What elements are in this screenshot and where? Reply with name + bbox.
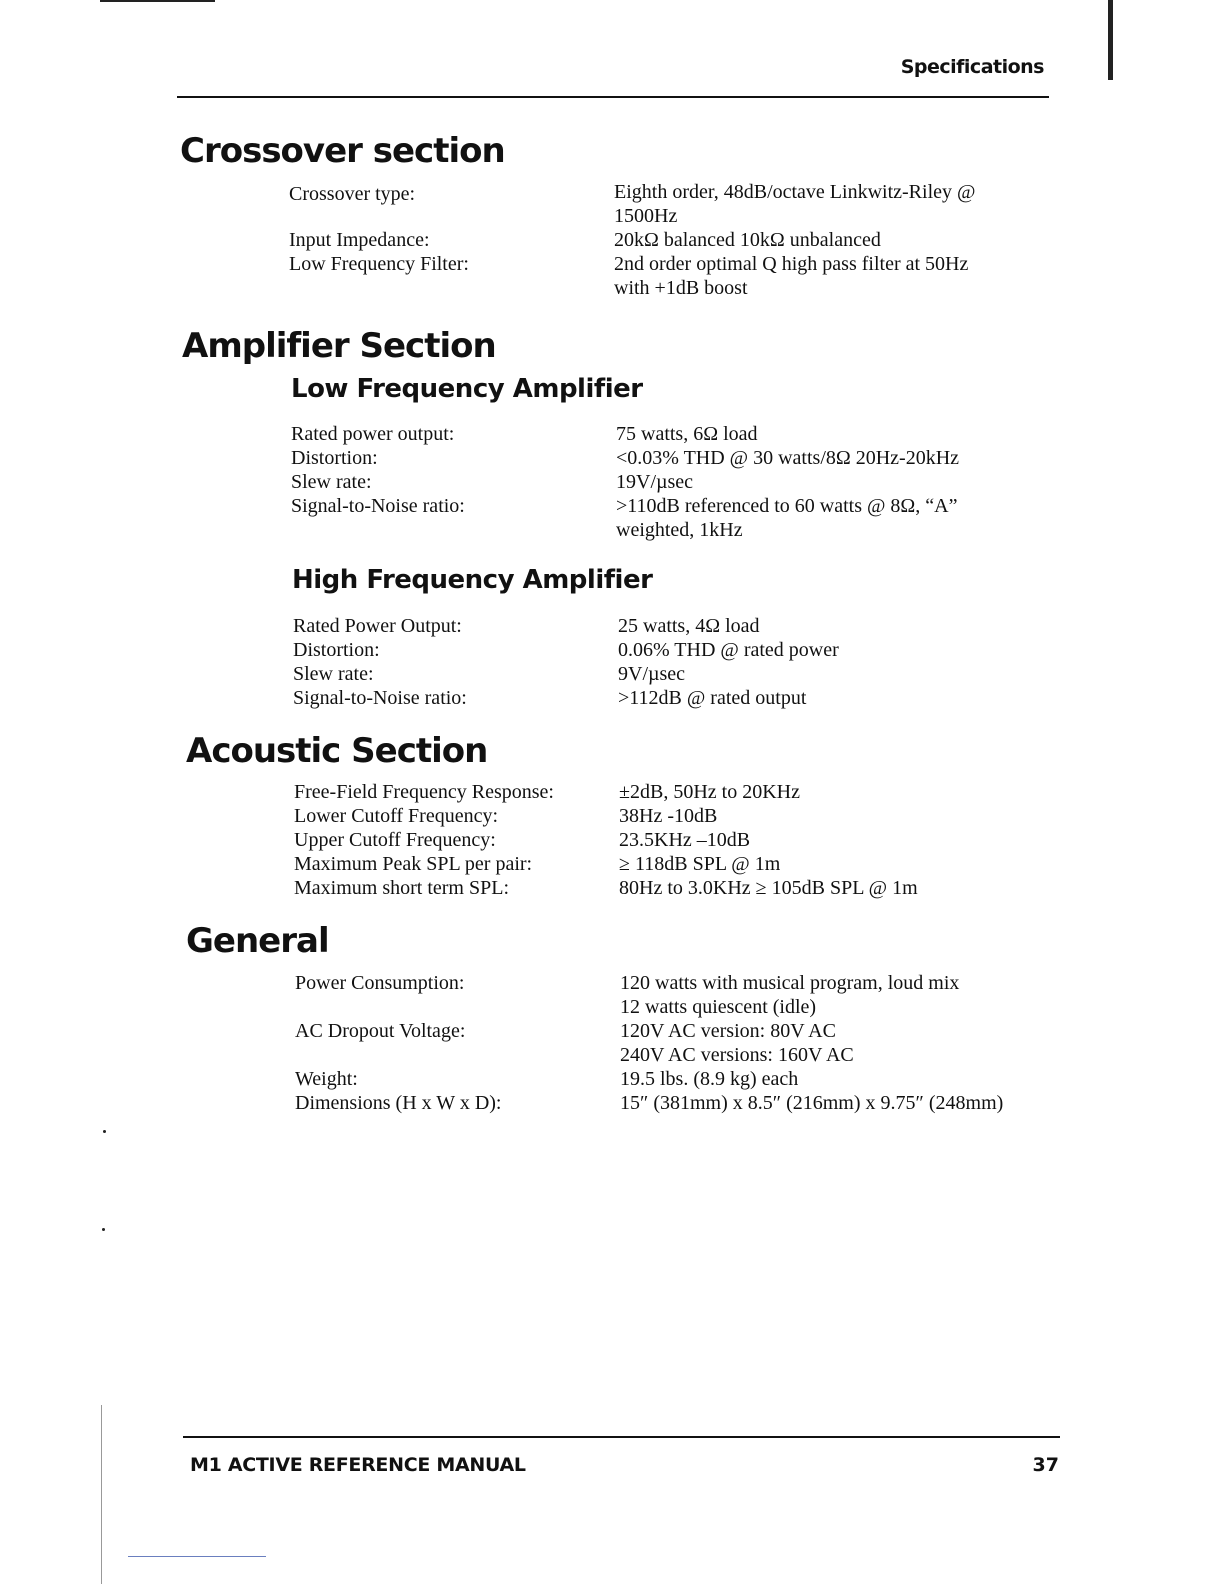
spec-label: Signal-to-Noise ratio: bbox=[293, 687, 467, 709]
spec-value bbox=[620, 971, 1003, 1019]
spec-row bbox=[289, 180, 975, 228]
spec-label: Crossover type: bbox=[289, 183, 416, 205]
spec-row bbox=[295, 1091, 1003, 1115]
spec-row bbox=[295, 1019, 1003, 1067]
spec-row bbox=[291, 470, 959, 494]
spec-value-line: 1500Hz bbox=[614, 205, 678, 227]
spec-value-line: 240V AC versions: 160V AC bbox=[620, 1044, 854, 1066]
page-number: 37 bbox=[1032, 1454, 1059, 1476]
spec-label: Signal-to-Noise ratio: bbox=[291, 495, 465, 517]
spec-value bbox=[618, 686, 839, 710]
spec-value bbox=[620, 1067, 1003, 1091]
spec-label: Slew rate: bbox=[291, 471, 372, 493]
spec-value-line: 25 watts, 4Ω load bbox=[618, 615, 760, 637]
footer-title: M1 ACTIVE REFERENCE MANUAL bbox=[190, 1454, 526, 1476]
spec-label: AC Dropout Voltage: bbox=[295, 1020, 466, 1042]
spec-row bbox=[294, 780, 918, 804]
scan-mark-bottom bbox=[128, 1556, 266, 1557]
spec-value-line: 38Hz -10dB bbox=[619, 805, 718, 827]
spec-value-line: Eighth order, 48dB/octave Linkwitz-Riley @ bbox=[614, 181, 976, 203]
acoustic-spec-list bbox=[294, 780, 918, 900]
scan-edge-left bbox=[101, 1405, 102, 1584]
spec-value-line: 19V/µsec bbox=[616, 471, 694, 493]
spec-value-line: 15″ (381mm) x 8.5″ (216mm) x 9.75″ (248mm) bbox=[620, 1092, 1004, 1114]
spec-row bbox=[289, 228, 975, 252]
scan-mark-top bbox=[100, 0, 215, 2]
scan-speck bbox=[102, 1228, 105, 1231]
spec-value bbox=[614, 228, 975, 252]
spec-row bbox=[294, 852, 918, 876]
spec-value-line: ±2dB, 50Hz to 20KHz bbox=[619, 781, 800, 803]
spec-row bbox=[294, 828, 918, 852]
spec-row bbox=[293, 614, 839, 638]
spec-value bbox=[616, 470, 959, 494]
spec-value bbox=[618, 662, 839, 686]
general-section-heading: General bbox=[186, 921, 329, 961]
low-frequency-spec-list bbox=[291, 422, 959, 542]
spec-value bbox=[618, 614, 839, 638]
spec-row bbox=[291, 422, 959, 446]
spec-value-line: 80Hz to 3.0KHz ≥ 105dB SPL @ 1m bbox=[619, 877, 918, 899]
header-rule bbox=[177, 96, 1049, 98]
scan-edge-right bbox=[1108, 0, 1113, 80]
spec-label: Maximum short term SPL: bbox=[294, 877, 509, 899]
spec-row bbox=[295, 971, 1003, 1019]
spec-row bbox=[294, 804, 918, 828]
spec-value-line: 120 watts with musical program, loud mix bbox=[620, 972, 960, 994]
spec-row bbox=[291, 494, 959, 542]
spec-value-line: 23.5KHz –10dB bbox=[619, 829, 751, 851]
spec-label: Power Consumption: bbox=[295, 972, 465, 994]
spec-row bbox=[294, 876, 918, 900]
spec-value bbox=[614, 180, 975, 228]
spec-value-line: >112dB @ rated output bbox=[618, 687, 807, 709]
spec-value-line: 12 watts quiescent (idle) bbox=[620, 996, 817, 1018]
spec-label: Slew rate: bbox=[293, 663, 374, 685]
spec-row bbox=[289, 252, 975, 300]
spec-label: Upper Cutoff Frequency: bbox=[294, 829, 496, 851]
spec-value bbox=[619, 780, 918, 804]
spec-value-line: >110dB referenced to 60 watts @ 8Ω, “A” bbox=[616, 495, 958, 517]
spec-value bbox=[616, 422, 959, 446]
spec-value bbox=[616, 494, 959, 542]
spec-value bbox=[616, 446, 959, 470]
low-frequency-amplifier-heading: Low Frequency Amplifier bbox=[291, 374, 643, 404]
spec-label: Dimensions (H x W x D): bbox=[295, 1092, 502, 1114]
spec-row bbox=[295, 1067, 1003, 1091]
spec-label: Maximum Peak SPL per pair: bbox=[294, 853, 533, 875]
spec-value-line: 20kΩ balanced 10kΩ unbalanced bbox=[614, 229, 881, 251]
spec-label: Low Frequency Filter: bbox=[289, 253, 469, 275]
spec-value bbox=[619, 876, 918, 900]
header-title: Specifications bbox=[900, 56, 1044, 78]
spec-label: Input Impedance: bbox=[289, 229, 430, 251]
footer-rule bbox=[183, 1436, 1060, 1438]
scan-speck bbox=[103, 1130, 106, 1133]
spec-row bbox=[293, 638, 839, 662]
spec-value-line: 2nd order optimal Q high pass filter at 50Hz bbox=[614, 253, 969, 275]
spec-value-line: 120V AC version: 80V AC bbox=[620, 1020, 836, 1042]
spec-label: Lower Cutoff Frequency: bbox=[294, 805, 499, 827]
spec-value bbox=[619, 804, 918, 828]
spec-row bbox=[293, 662, 839, 686]
spec-label: Rated Power Output: bbox=[293, 615, 462, 637]
spec-row bbox=[291, 446, 959, 470]
crossover-section-heading: Crossover section bbox=[180, 131, 505, 171]
spec-label: Distortion: bbox=[293, 639, 380, 661]
spec-value-line: 19.5 lbs. (8.9 kg) each bbox=[620, 1068, 799, 1090]
spec-row bbox=[293, 686, 839, 710]
acoustic-section-heading: Acoustic Section bbox=[186, 731, 488, 771]
spec-value bbox=[619, 852, 918, 876]
spec-value-line: 0.06% THD @ rated power bbox=[618, 639, 839, 661]
spec-value-line: weighted, 1kHz bbox=[616, 519, 743, 541]
spec-value-line: <0.03% THD @ 30 watts/8Ω 20Hz-20kHz bbox=[616, 447, 960, 469]
general-spec-list bbox=[295, 971, 1003, 1115]
spec-value bbox=[619, 828, 918, 852]
high-frequency-spec-list bbox=[293, 614, 839, 710]
crossover-spec-list bbox=[289, 180, 975, 300]
spec-value bbox=[620, 1091, 1003, 1115]
spec-value-line: ≥ 118dB SPL @ 1m bbox=[619, 853, 781, 875]
spec-label: Free-Field Frequency Response: bbox=[294, 781, 554, 803]
spec-value bbox=[618, 638, 839, 662]
spec-value bbox=[614, 252, 975, 300]
spec-value-line: 9V/µsec bbox=[618, 663, 686, 685]
high-frequency-amplifier-heading: High Frequency Amplifier bbox=[292, 565, 653, 595]
spec-label: Weight: bbox=[295, 1068, 358, 1090]
spec-value-line: with +1dB boost bbox=[614, 277, 748, 299]
spec-value-line: 75 watts, 6Ω load bbox=[616, 423, 758, 445]
spec-value bbox=[620, 1019, 1003, 1067]
spec-label: Rated power output: bbox=[291, 423, 455, 445]
amplifier-section-heading: Amplifier Section bbox=[182, 326, 496, 366]
spec-label: Distortion: bbox=[291, 447, 378, 469]
